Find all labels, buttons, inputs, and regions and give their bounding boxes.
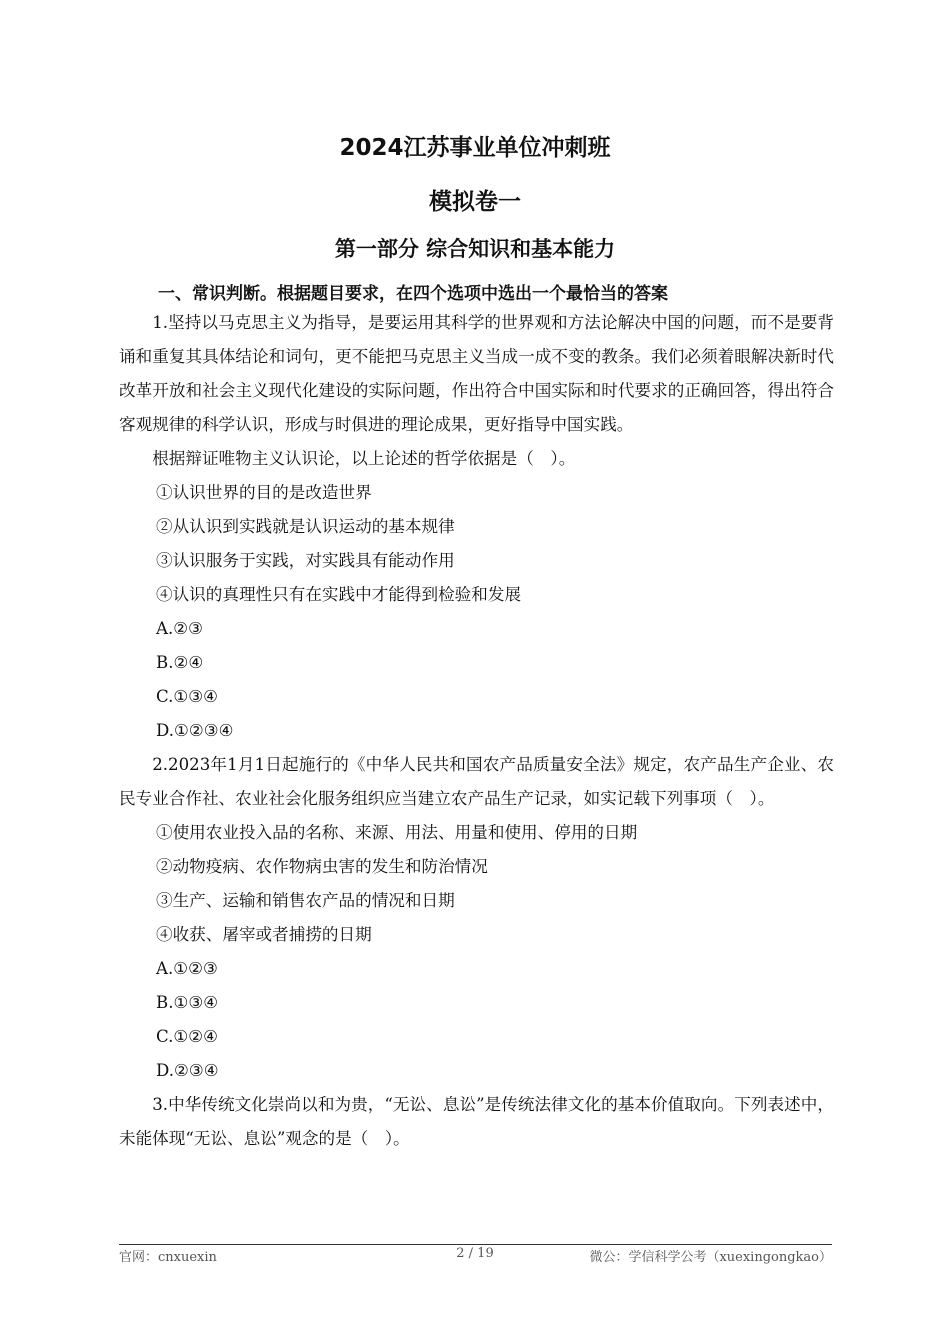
question-2-statement: ②动物疫病、农作物病虫害的发生和防治情况 — [156, 857, 488, 876]
document-body — [119, 306, 834, 1156]
footer-wechat: 微公：学信科学公考（xuexingongkao） — [589, 1250, 832, 1265]
part-heading: 第一部分 综合知识和基本能力 — [334, 237, 616, 261]
section-heading: 一、常识判断。根据题目要求，在四个选项中选出一个最恰当的答案 — [158, 284, 668, 304]
question-1-statement: ①认识世界的目的是改造世界 — [156, 483, 372, 502]
footer-divider — [119, 1244, 832, 1245]
footer-website: 官网：cnxuexin — [119, 1250, 217, 1265]
question-2-option-d: D.②③④ — [156, 1061, 219, 1080]
question-1-prompt: 根据辩证唯物主义认识论，以上论述的哲学依据是（ ）。 — [152, 449, 576, 468]
question-3-stem: 3.中华传统文化崇尚以和为贵，“无讼、息讼”是传统法律文化的基本价值取向。下列表述中，未能体现“无讼、息讼”观念的是（ ）。 — [119, 1095, 834, 1148]
question-1-stem: 1.坚持以马克思主义为指导，是要运用其科学的世界观和方法论解决中国的问题，而不是要背诵和重复其具体结论和词句，更不能把马克思主义当成一成不变的教条。我们必须着眼解决新时代改革开放和社会主义现代化建设的实际问题，作出符合中国实际和时代要求的正确回答，得出符合客观规律的科学认识，形成与时俱进的理论成果，更好指导中国实践。 — [119, 313, 834, 434]
question-1-option-a: A.②③ — [156, 619, 204, 638]
question-1-statement: ④认识的真理性只有在实践中才能得到检验和发展 — [156, 585, 522, 604]
question-2-statement: ④收获、屠宰或者捕捞的日期 — [156, 925, 372, 944]
question-2-stem: 2.2023年1月1日起施行的《中华人民共和国农产品质量安全法》规定，农产品生产企业、农民专业合作社、农业社会化服务组织应当建立农产品生产记录，如实记载下列事项（ ）。 — [119, 755, 834, 808]
page-number: 2 / 19 — [456, 1246, 494, 1261]
exam-subtitle: 模拟卷一 — [429, 189, 521, 215]
question-1-option-c: C.①③④ — [156, 687, 219, 706]
question-1-statement: ③认识服务于实践，对实践具有能动作用 — [156, 551, 455, 570]
question-1-option-b: B.②④ — [156, 653, 204, 672]
question-1-option-d: D.①②③④ — [156, 721, 234, 740]
question-2-option-b: B.①③④ — [156, 993, 219, 1012]
question-2-statement: ①使用农业投入品的名称、来源、用法、用量和使用、停用的日期 — [156, 823, 638, 842]
question-1-statement: ②从认识到实践就是认识运动的基本规律 — [156, 517, 455, 536]
question-2-option-a: A.①②③ — [156, 959, 218, 978]
document-title: 2024江苏事业单位冲刺班 — [339, 135, 611, 161]
question-2-option-c: C.①②④ — [156, 1027, 219, 1046]
question-2-statement: ③生产、运输和销售农产品的情况和日期 — [156, 891, 455, 910]
